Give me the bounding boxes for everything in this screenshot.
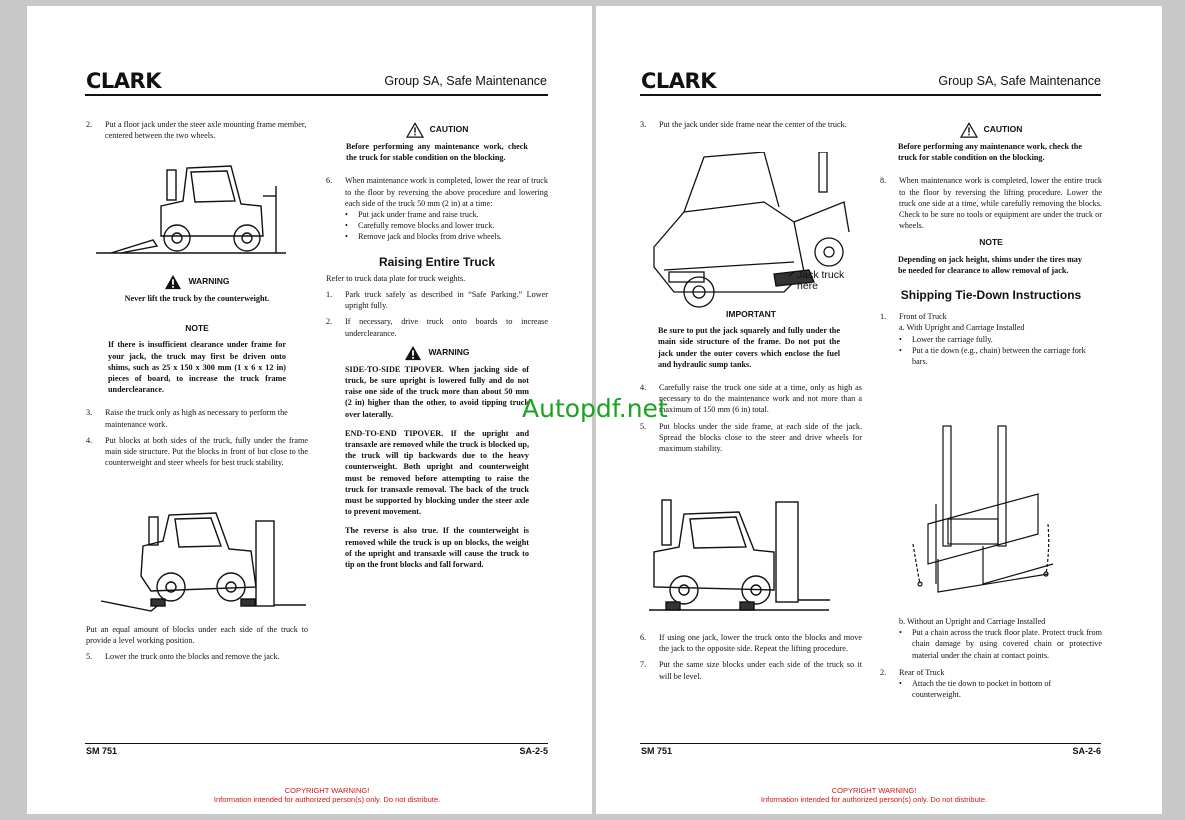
step-3: 3. Put the jack under side frame near the center of the truck.: [640, 120, 847, 129]
note-text: Depending on jack height, shims under the tires may be needed for clearance to allow removal of jack.: [898, 254, 1082, 275]
warning-endtip: END-TO-END TIPOVER. If the upright and transaxle are removed while the truck is blocked up, the truck will tip backwards due to the heavy counterweight. Both upright and counterweight must be removed before attempting to raise the truck for transaxle removal. The back of the truck must be supported by blocking under the steer axle to prevent movement.: [345, 428, 529, 517]
raise-step-1: 1. Park truck safely as described in “Safe Parking.” Lower upright fully.: [326, 290, 548, 311]
clark-logo: CLARK: [641, 69, 716, 93]
tiedown-a: a. With Upright and Carriage Installed: [899, 323, 1025, 333]
raise-step-2: 2. If necessary, drive truck onto boards to increase underclearance.: [326, 317, 548, 338]
tiedown-item-1: 1. Front of Truck: [880, 312, 947, 322]
footer-rule: [640, 743, 1101, 744]
warning-sidetip: SIDE-TO-SIDE TIPOVER. When jacking side of truck, be sure upright is lowered fully and do not raise one side of the truck more than about 50 mm (2 in) higher than the other, to avoid tipping truck over laterally.: [345, 364, 529, 419]
step-7: 7. Put the same size blocks under each side of the truck so it will be level.: [640, 660, 862, 681]
left-column-1-bottom: [86, 624, 308, 668]
caution-triangle-icon: [406, 122, 424, 138]
tiedown-item-2: 2. Rear of Truck: [880, 667, 945, 677]
warning-reverse: The reverse is also true. If the counterweight is removed while the truck is up on blocks, the weight of the upright and transaxle will cause the truck to tip on the front blocks and fall forward.: [345, 526, 529, 570]
footer-manual-id: SM 751: [86, 746, 118, 756]
left-page: [27, 6, 592, 814]
caution-header: CAUTION: [880, 122, 1102, 138]
step-6: 6. When maintenance work is completed, lower the rear of truck to the floor by reversing the above procedure and lowering each side of the truck 50 mm (2 in) at a time:: [326, 176, 548, 208]
footer-manual-id: SM 751: [641, 746, 673, 756]
caution-text: Before performing any maintenance work, check the truck for stable condition on the blocking.: [898, 142, 1082, 163]
left-column-1-mid: [86, 274, 308, 473]
clark-logo: CLARK: [86, 69, 161, 93]
warning-text: Never lift the truck by the counterweight.: [124, 294, 270, 303]
caution-triangle-icon: [960, 122, 978, 138]
step-6-bullets: • Put jack under frame and raise truck. • Carefully remove blocks and lower truck. • Remove jack and blocks from drive wheels.: [345, 209, 548, 243]
tiedown-a-bullets: • Lower the carriage fully. • Put a tie down (e.g., chain) between the carriage fork bars.: [899, 334, 1102, 368]
note-label: NOTE: [979, 237, 1003, 248]
intro-text: Refer to truck data plate for truck weights.: [326, 273, 466, 283]
step-8: 8. When maintenance work is completed, lower the entire truck to the floor by reversing the lifting procedure. Lower the truck one side at a time, while carefully removing the blocks. Check to be sure no tools or equipment are under the truck or wheels.: [880, 176, 1102, 231]
copyright-warning: COPYRIGHT WARNING! Information intended for authorized person(s) only. Do not distribute.: [760, 786, 988, 804]
forklift-on-blocks-illustration: [91, 501, 311, 616]
header-rule: [640, 94, 1101, 96]
tiedown-b-bullets: • Put a chain across the truck floor plate. Protect truck from chain damage by using covered chain or protective material under the chain at contact points.: [899, 627, 1102, 661]
warning-header-2: WARNING: [326, 345, 548, 361]
step-3: 3. Raise the truck only as high as necessary to perform the maintenance work.: [86, 408, 288, 429]
forklift-blocked-illustration: [644, 492, 834, 617]
footer-rule: [85, 743, 548, 744]
step-2: 2. Put a floor jack under the steer axle mounting frame member, centered between the two wheels.: [86, 120, 307, 141]
step-5: 5. Lower the truck onto the blocks and remove the jack.: [86, 652, 280, 662]
warning-header: WARNING: [86, 274, 308, 290]
warning-triangle-icon: [404, 345, 422, 361]
section-title-raising: Raising Entire Truck: [378, 254, 496, 269]
right-page: [596, 6, 1162, 814]
important-label: IMPORTANT: [726, 309, 776, 319]
footer-page-number: SA-2-5: [519, 746, 548, 756]
left-column-2: [326, 122, 548, 570]
header-rule: [85, 94, 548, 96]
note-text: If there is insufficient clearance under frame for your jack, the truck may first be driven onto shims, such as 25 x 150 x 300 mm (1 x 6 x 12 in) pieces of board, to increase the truck frame underclearance.: [108, 340, 286, 395]
footer-page-number: SA-2-6: [1072, 746, 1101, 756]
step-5: 5. Put blocks under the side frame, at each side of the jack. Spread the blocks close to the steer and drive wheels for maximum stability.: [640, 421, 862, 454]
left-column-1: [86, 119, 308, 146]
step-6: 6. If using one jack, lower the truck onto the blocks and move the jack to the opposite side. Repeat the lifting procedure.: [640, 633, 862, 654]
important-text: Be sure to put the jack squarely and fully under the main side structure of the frame. Do not put the jack under the outer covers which enclose the fuel and hydraulic sump tanks.: [658, 326, 840, 369]
right-column-1-mid: [640, 309, 862, 459]
section-title-tiedown: Shipping Tie-Down Instructions: [900, 288, 1082, 303]
watermark: Autopdf.net: [522, 394, 668, 423]
group-title: Group SA, Safe Maintenance: [384, 74, 547, 88]
jack-callout: Jack truck here: [797, 269, 845, 292]
copyright-warning: COPYRIGHT WARNING! Information intended for authorized person(s) only. Do not distribute.: [213, 786, 441, 804]
forklift-jack-steer-illustration: [91, 156, 291, 261]
tiedown-rear-bullets: • Attach the tie down to pocket in bottom of counterweight.: [899, 678, 1102, 700]
tiedown-b: b. Without an Upright and Carriage Installed: [899, 617, 1046, 626]
caution-header: CAUTION: [326, 122, 548, 138]
step-4: 4. Carefully raise the truck one side at a time, only as high as necessary to do the maintenance work and not more than a maximum of 150 mm (6 in) total.: [640, 383, 862, 415]
right-column-1: [640, 119, 862, 135]
caution-text: Before performing any maintenance work, check the truck for stable condition on the blocking.: [346, 142, 528, 163]
step-4: 4. Put blocks at both sides of the truck, fully under the frame main side structure. Put the blocks in front of but close to the counterweight and steer wheels for best truck stability.: [86, 435, 308, 468]
right-column-2: [880, 122, 1102, 367]
note-label: NOTE: [185, 323, 209, 334]
right-column-1-bottom: [640, 632, 862, 687]
warning-triangle-icon: [164, 274, 182, 290]
right-column-2-bottom: [880, 616, 1102, 700]
group-title: Group SA, Safe Maintenance: [938, 74, 1101, 88]
carriage-tie-down-illustration: [908, 424, 1058, 604]
paragraph-equal-blocks: Put an equal amount of blocks under each side of the truck to provide a level working position.: [86, 625, 308, 646]
